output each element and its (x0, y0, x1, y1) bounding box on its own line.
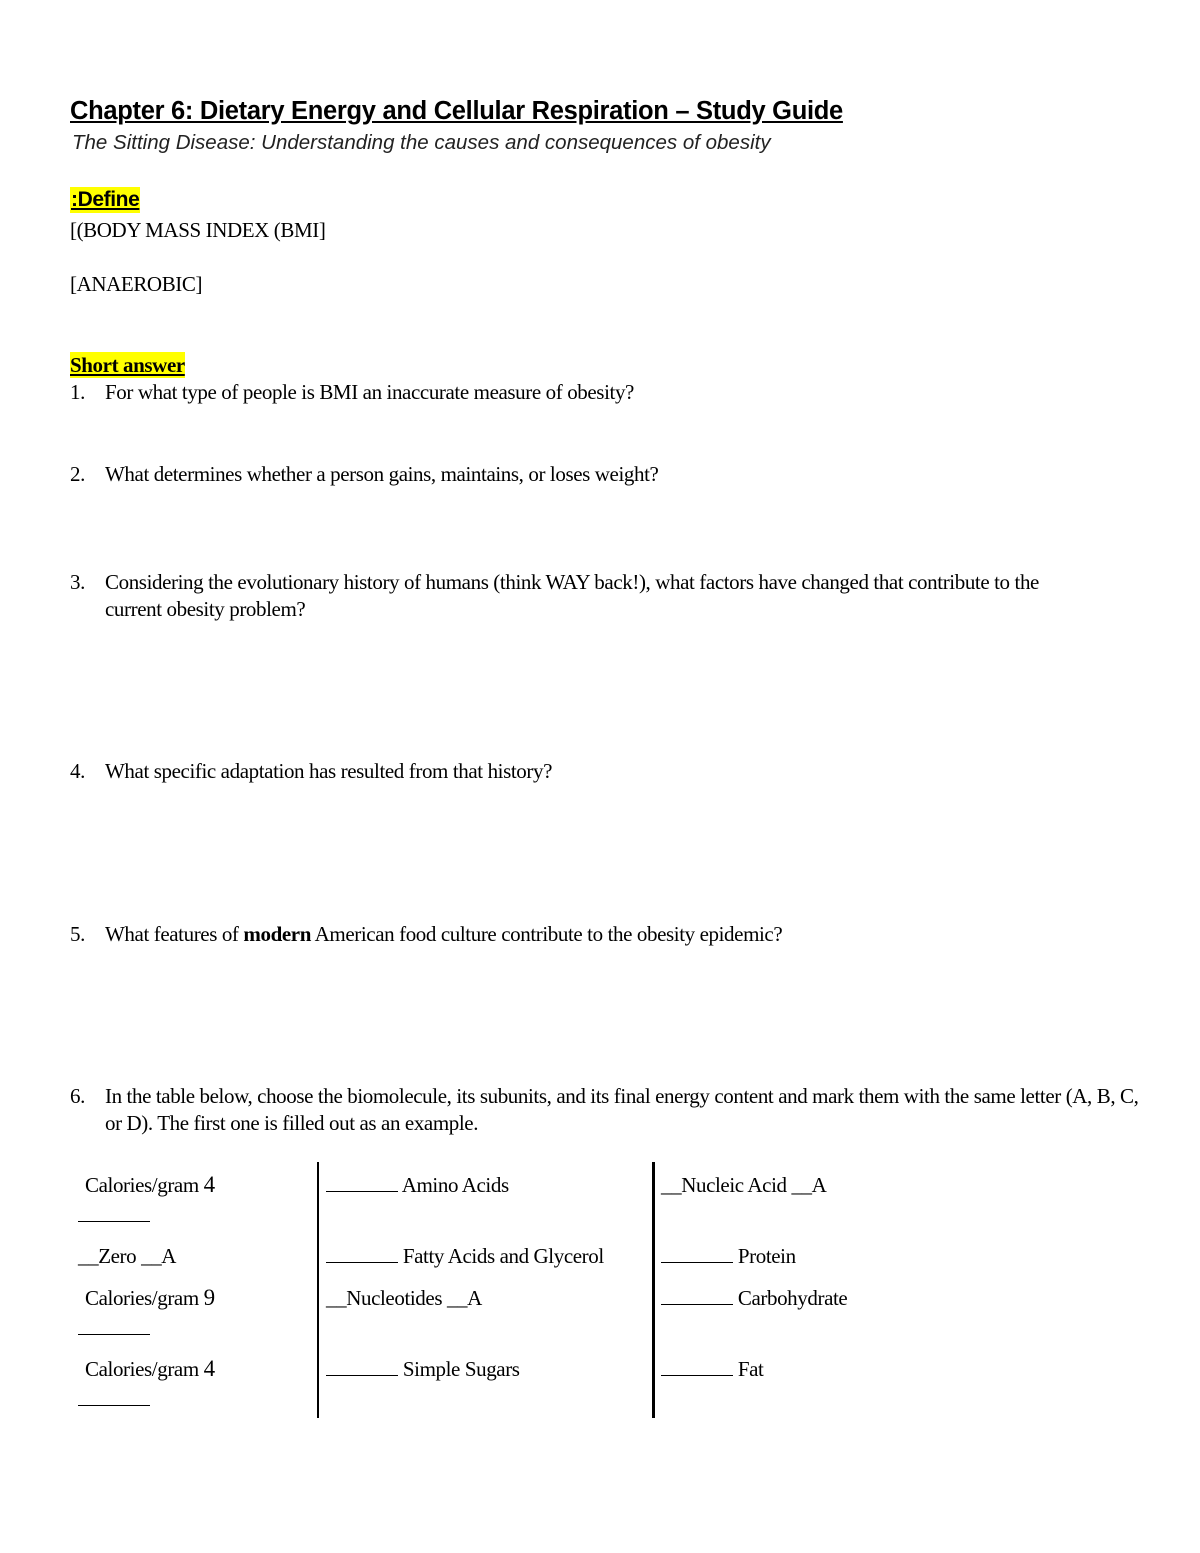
question-1: For what type of people is BMI an inaccurate measure of obesity? (105, 380, 634, 404)
question-number: 4. (70, 759, 85, 783)
subunit-amino-acids: Amino Acids (326, 1172, 509, 1198)
question-number: 2. (70, 462, 85, 486)
document-subtitle: The Sitting Disease: Understanding the causes and consequences of obesity (72, 131, 771, 154)
answer-blank[interactable] (661, 1357, 733, 1376)
calories-row-1: Calories/gram 4 (85, 1172, 215, 1197)
document-title: Chapter 6: Dietary Energy and Cellular Respiration – Study Guide (70, 97, 843, 125)
question-number: 1. (70, 380, 85, 404)
answer-blank[interactable] (661, 1244, 733, 1263)
biomolecule-fat: Fat (661, 1356, 764, 1382)
answer-blank[interactable] (326, 1357, 398, 1376)
answer-blank[interactable] (78, 1315, 150, 1341)
answer-blank[interactable] (326, 1244, 398, 1263)
calories-row-3: Calories/gram 9 (85, 1285, 215, 1310)
question-4: What specific adaptation has resulted from that history? (105, 759, 553, 783)
question-5-post: American food culture contribute to the obesity epidemic? (310, 922, 783, 946)
question-2: What determines whether a person gains, maintains, or loses weight? (105, 462, 659, 486)
answer-blank[interactable] (78, 1202, 150, 1228)
question-number: 3. (70, 570, 85, 594)
question-5-pre: What features of (105, 922, 244, 946)
question-5-bold: modern (243, 922, 311, 946)
short-answer-heading: Short answer (70, 353, 185, 377)
define-heading: :Define (71, 188, 140, 211)
question-6: In the table below, choose the biomolecule, its subunits, and its final energy content and mark them with the same letter (A, B, C, or D). The first one is filled out as an example. (105, 1084, 1139, 1135)
biomolecule-nucleic-acid: __Nucleic Acid __A (661, 1173, 827, 1197)
subunit-nucleotides: __Nucleotides __A (326, 1286, 482, 1310)
question-5 (105, 921, 1135, 948)
column-divider (317, 1162, 319, 1418)
subunit-simple-sugars: Simple Sugars (326, 1356, 520, 1382)
calories-row-4: Calories/gram 4 (85, 1356, 215, 1381)
answer-blank[interactable] (661, 1286, 733, 1305)
question-number: 6. (70, 1084, 85, 1108)
define-term-anaerobic: [ANAEROBIC] (70, 272, 203, 296)
biomolecule-protein: Protein (661, 1243, 796, 1269)
answer-blank[interactable] (78, 1386, 150, 1412)
biomolecule-carbohydrate: Carbohydrate (661, 1285, 847, 1311)
calories-zero: __Zero __A (78, 1244, 177, 1268)
answer-blank[interactable] (326, 1173, 398, 1192)
define-term-bmi: [(BODY MASS INDEX (BMI] (70, 218, 326, 242)
question-3: Considering the evolutionary history of humans (think WAY back!), what factors have changed that contribute to the current obesity problem? (105, 570, 1039, 621)
subunit-fatty-acids: Fatty Acids and Glycerol (326, 1243, 604, 1269)
question-number: 5. (70, 922, 85, 946)
column-divider (652, 1162, 655, 1418)
